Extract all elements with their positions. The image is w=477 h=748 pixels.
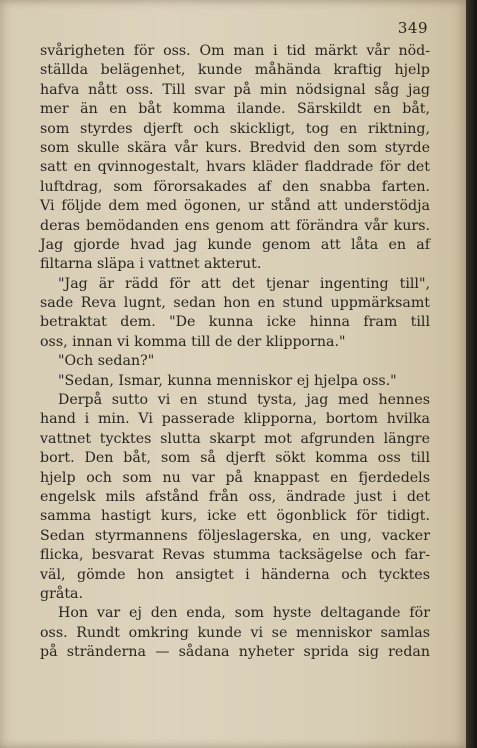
text-line: sade Reva lugnt, sedan hon en stund uppmärksamt [40, 295, 430, 312]
page-number: 349 [397, 19, 428, 37]
text-line: mer än en båt komma ilande. Särskildt en båt, [40, 101, 430, 118]
text-line: betraktat dem. "De kunna icke hinna fram till [40, 314, 430, 331]
text-line: "Sedan, Ismar, kunna menniskor ej hjelpa oss." [58, 372, 397, 389]
text-line: väl, gömde hon ansigtet i händerna och tycktes [40, 566, 430, 583]
text-line: som skulle skära vår kurs. Bredvid den som styrde [40, 139, 430, 156]
text-line: filtarna släpa i vattnet akterut. [40, 256, 262, 273]
text-line: samma hastigt kurs, icke ett ögonblick för tidigt. [40, 508, 430, 525]
text-line: oss. Rundt omkring kunde vi se menniskor samlas [40, 624, 430, 641]
text-line: Vi följde dem med ögonen, ur stånd att understödja [40, 198, 430, 215]
text-line: deras bemödanden ens genom att förändra vår kurs. [40, 217, 430, 234]
text-line: oss, innan vi komma till de der klipporna." [40, 333, 346, 350]
text-line: luftdrag, som förorsakades af den snabba farten. [40, 178, 430, 195]
body-text [40, 42, 430, 663]
text-line: Derpå sutto vi en stund tysta, jag med hennes [58, 392, 430, 409]
text-line: bort. Den båt, som så djerft sökt komma oss till [40, 450, 430, 467]
text-line: vattnet tycktes slutta skarpt mot afgrunden längre [40, 430, 430, 447]
text-line: "Jag är rädd för att det tjenar ingenting till", [58, 275, 430, 292]
page-gutter-shadow [466, 0, 477, 748]
text-line: Hon var ej den enda, som hyste deltagande för [58, 605, 430, 622]
text-line: som styrdes djerft och skickligt, tog en riktning, [40, 120, 430, 137]
text-line: ställda belägenhet, kunde måhända kraftig hjelp [40, 62, 430, 79]
text-line: satt en qvinnogestalt, hvars kläder fladdrade för det [40, 159, 430, 176]
text-line: på stränderna — sådana nyheter sprida sig redan [40, 644, 430, 661]
text-line: hafva nått oss. Till svar på min nödsignal såg jag [40, 81, 430, 98]
text-line: hand i min. Vi passerade klipporna, bortom hvilka [40, 411, 430, 428]
text-line: "Och sedan?" [58, 353, 155, 370]
text-line: Jag gjorde hvad jag kunde genom att låta en af [40, 236, 430, 253]
text-line: svårigheten för oss. Om man i tid märkt vår nöd- [40, 43, 430, 59]
text-line: gråta. [40, 585, 83, 602]
text-line: Sedan styrmannens följeslagerska, en ung, vacker [40, 527, 430, 544]
text-line: flicka, besvarat Revas stumma tacksägelse och far- [40, 547, 430, 564]
text-line: hjelp och som nu var på knappast en fjerdedels [40, 469, 430, 486]
text-line: engelsk mils afstånd från oss, ändrade just i det [40, 488, 430, 505]
